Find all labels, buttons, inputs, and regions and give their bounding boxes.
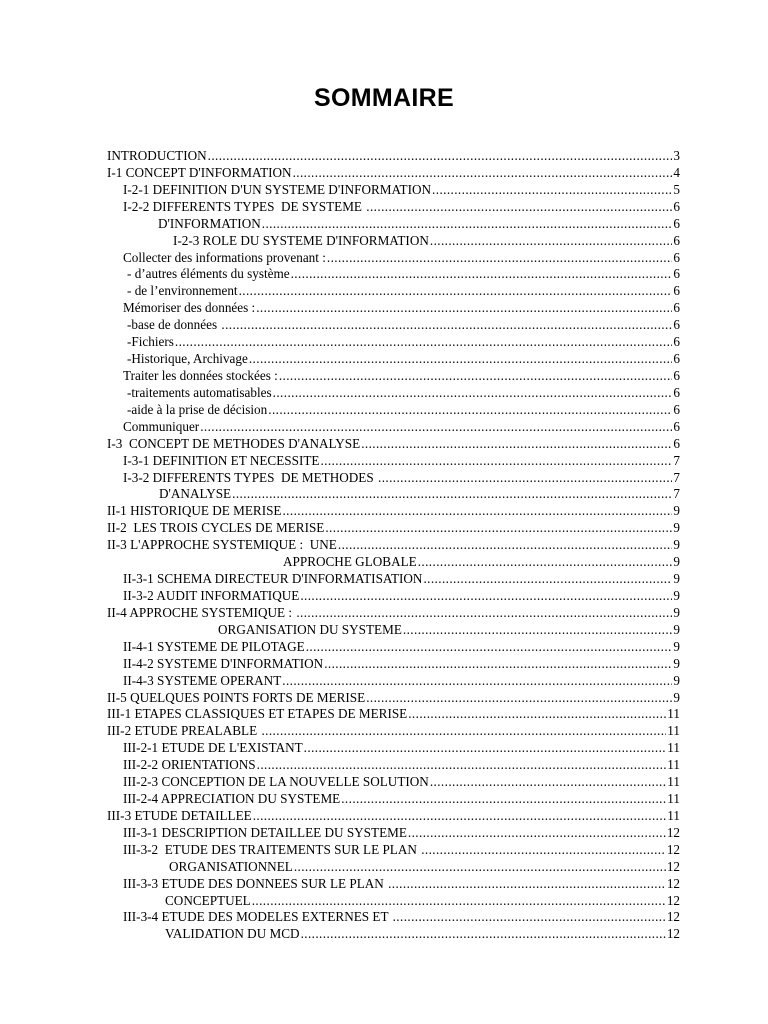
toc-entry-page-number: 9 bbox=[673, 655, 680, 671]
toc-entry-title: -aide à la prise de décision bbox=[127, 401, 268, 417]
toc-entry bbox=[107, 757, 680, 774]
toc-dot-leader bbox=[378, 470, 672, 487]
toc-entry bbox=[107, 216, 680, 233]
toc-entry-title: Communiquer bbox=[123, 418, 200, 434]
toc-entry-title: ORGANISATION DU SYSTEME bbox=[218, 621, 402, 637]
toc-entry-page-number: 6 bbox=[673, 232, 680, 248]
toc-entry-page-number: 3 bbox=[673, 148, 680, 163]
toc-entry-page-number: 12 bbox=[666, 858, 680, 874]
toc-entry-title: - d’autres éléments du système bbox=[127, 266, 290, 282]
toc-dot-leader bbox=[221, 317, 672, 334]
toc-entry-title: III-2 ETUDE PREALABLE bbox=[107, 723, 261, 739]
toc-dot-leader bbox=[304, 740, 667, 757]
toc-dot-leader bbox=[320, 453, 672, 470]
toc-entry-title: APPROCHE GLOBALE bbox=[283, 554, 417, 570]
toc-dot-leader bbox=[418, 554, 673, 571]
toc-entry bbox=[107, 250, 680, 267]
toc-entry-page-number: 11 bbox=[667, 757, 680, 773]
toc-entry bbox=[107, 926, 680, 943]
toc-entry-page-number: 6 bbox=[673, 249, 680, 265]
toc-dot-leader bbox=[366, 690, 672, 707]
toc-dot-leader bbox=[306, 639, 673, 656]
toc-entry-page-number: 11 bbox=[667, 706, 680, 722]
toc-dot-leader bbox=[361, 436, 672, 453]
toc-entry bbox=[107, 317, 680, 334]
toc-entry-page-number: 12 bbox=[666, 926, 680, 942]
toc-entry-page-number: 9 bbox=[673, 689, 680, 705]
toc-entry bbox=[107, 622, 680, 639]
toc-entry bbox=[107, 571, 680, 588]
toc-entry-page-number: 9 bbox=[673, 604, 680, 620]
toc-entry bbox=[107, 639, 680, 656]
toc-dot-leader bbox=[301, 926, 666, 943]
toc-entry-page-number: 11 bbox=[667, 723, 680, 739]
toc-entry bbox=[107, 300, 680, 317]
toc-dot-leader bbox=[408, 825, 666, 842]
toc-entry-page-number: 12 bbox=[666, 892, 680, 908]
toc-dot-leader bbox=[256, 300, 672, 317]
toc-entry-page-number: 9 bbox=[673, 571, 680, 587]
toc-entry bbox=[107, 605, 680, 622]
toc-entry-title: II-4 APPROCHE SYSTEMIQUE : bbox=[107, 604, 296, 620]
toc-entry-page-number: 6 bbox=[673, 300, 680, 316]
toc-entry-title: II-3-2 AUDIT INFORMATIQUE bbox=[123, 587, 300, 603]
page-title: SOMMAIRE bbox=[314, 84, 454, 112]
toc-entry-page-number: 12 bbox=[666, 824, 680, 840]
toc-entry-page-number: 9 bbox=[673, 554, 680, 570]
toc-entry bbox=[107, 199, 680, 216]
toc-entry-page-number: 9 bbox=[673, 587, 680, 603]
toc-entry-title: ORGANISATIONNEL bbox=[169, 858, 293, 874]
toc-entry-page-number: 6 bbox=[673, 401, 680, 417]
toc-entry bbox=[107, 453, 680, 470]
toc-entry bbox=[107, 283, 680, 300]
toc-entry bbox=[107, 368, 680, 385]
toc-entry-title: III-3-3 ETUDE DES DONNEES SUR LE PLAN bbox=[123, 875, 388, 891]
toc-entry-title: III-2-3 CONCEPTION DE LA NOUVELLE SOLUTION bbox=[123, 774, 429, 790]
toc-entry-title: -base de données bbox=[127, 317, 221, 333]
toc-entry-page-number: 6 bbox=[673, 351, 680, 367]
toc-dot-leader bbox=[291, 266, 673, 283]
toc-entry-page-number: 6 bbox=[673, 418, 680, 434]
toc-entry bbox=[107, 723, 680, 740]
toc-entry bbox=[107, 808, 680, 825]
toc-entry bbox=[107, 791, 680, 808]
toc-dot-leader bbox=[261, 723, 666, 740]
toc-entry-title: I-2-3 ROLE DU SYSTEME D'INFORMATION bbox=[173, 232, 429, 248]
toc-entry-title: III-3-4 ETUDE DES MODELES EXTERNES ET bbox=[123, 909, 392, 925]
toc-entry-title: I-3-2 DIFFERENTS TYPES DE METHODES bbox=[123, 469, 377, 485]
toc-dot-leader bbox=[253, 808, 667, 825]
toc-entry bbox=[107, 842, 680, 859]
toc-entry bbox=[107, 402, 680, 419]
toc-entry bbox=[107, 334, 680, 351]
toc-entry-title: II-2 LES TROIS CYCLES DE MERISE bbox=[107, 520, 325, 536]
toc-entry-title: II-3 L'APPROCHE SYSTEMIQUE : UNE bbox=[107, 537, 337, 553]
toc-entry bbox=[107, 893, 680, 910]
toc-entry-page-number: 4 bbox=[673, 164, 680, 180]
toc-dot-leader bbox=[282, 503, 672, 520]
toc-entry-page-number: 6 bbox=[673, 317, 680, 333]
toc-dot-leader bbox=[293, 165, 673, 182]
toc-entry-title: II-4-3 SYSTEME OPERANT bbox=[123, 672, 282, 688]
toc-entry-title: III-2-4 APPRECIATION DU SYSTEME bbox=[123, 791, 341, 807]
toc-entry-title: -Historique, Archivage bbox=[127, 351, 248, 367]
toc-entry-title: III-3 ETUDE DETAILLEE bbox=[107, 807, 252, 823]
toc-entry-title: Traiter les données stockées : bbox=[123, 367, 278, 383]
toc-dot-leader bbox=[252, 893, 666, 910]
toc-dot-leader bbox=[249, 351, 673, 368]
toc-entry-page-number: 6 bbox=[673, 266, 680, 282]
toc-dot-leader bbox=[403, 622, 673, 639]
toc-entry-page-number: 12 bbox=[666, 875, 680, 891]
toc-dot-leader bbox=[282, 673, 672, 690]
toc-dot-leader bbox=[175, 334, 673, 351]
toc-dot-leader bbox=[239, 283, 673, 300]
toc-dot-leader bbox=[325, 520, 672, 537]
toc-entry-page-number: 9 bbox=[673, 672, 680, 688]
toc-dot-leader bbox=[262, 216, 673, 233]
toc-entry-page-number: 12 bbox=[666, 909, 680, 925]
toc-entry-page-number: 6 bbox=[673, 198, 680, 214]
toc-entry bbox=[107, 351, 680, 368]
toc-dot-leader bbox=[232, 486, 672, 503]
toc-entry bbox=[107, 588, 680, 605]
toc-entry-title: D'INFORMATION bbox=[158, 215, 261, 231]
toc-entry bbox=[107, 182, 680, 199]
toc-entry-page-number: 9 bbox=[673, 520, 680, 536]
toc-entry bbox=[107, 233, 680, 250]
toc-entry-title: III-2-1 ETUDE DE L'EXISTANT bbox=[123, 740, 303, 756]
toc-entry-title: III-1 ETAPES CLASSIQUES ET ETAPES DE MERISE bbox=[107, 706, 408, 722]
toc-entry-page-number: 11 bbox=[667, 791, 680, 807]
toc-entry bbox=[107, 859, 680, 876]
toc-entry-page-number: 7 bbox=[673, 486, 680, 502]
toc-entry-page-number: 6 bbox=[673, 215, 680, 231]
toc-entry bbox=[107, 706, 680, 723]
toc-entry bbox=[107, 690, 680, 707]
toc-dot-leader bbox=[294, 859, 666, 876]
toc-entry-page-number: 12 bbox=[666, 841, 680, 857]
toc-entry bbox=[107, 486, 680, 503]
toc-entry-page-number: 9 bbox=[673, 537, 680, 553]
toc-entry-title: I-3-1 DEFINITION ET NECESSITE bbox=[123, 452, 320, 468]
toc-entry bbox=[107, 165, 680, 182]
toc-entry-title: III-3-1 DESCRIPTION DETAILLEE DU SYSTEME bbox=[123, 824, 407, 840]
toc-entry-title: CONCEPTUEL bbox=[165, 892, 251, 908]
toc-entry-title: II-4-1 SYSTEME DE PILOTAGE bbox=[123, 638, 305, 654]
toc-entry-title: I-3 CONCEPT DE METHODES D'ANALYSE bbox=[107, 435, 361, 451]
toc-entry bbox=[107, 774, 680, 791]
toc-dot-leader bbox=[296, 605, 672, 622]
toc-dot-leader bbox=[200, 419, 672, 436]
toc-dot-leader bbox=[408, 706, 666, 723]
toc-entry-title: I-2-2 DIFFERENTS TYPES DE SYSTEME bbox=[123, 198, 366, 214]
toc-dot-leader bbox=[257, 757, 667, 774]
toc-entry-title: Collecter des informations provenant : bbox=[123, 249, 326, 265]
toc-entry-title: Mémoriser des données : bbox=[123, 300, 256, 316]
toc-entry-page-number: 9 bbox=[673, 503, 680, 519]
toc-entry-title: INTRODUCTION bbox=[107, 148, 207, 163]
toc-entry-page-number: 5 bbox=[673, 181, 680, 197]
toc-entry bbox=[107, 436, 680, 453]
toc-dot-leader bbox=[430, 233, 673, 250]
toc-dot-leader bbox=[423, 571, 672, 588]
toc-entry-page-number: 11 bbox=[667, 774, 680, 790]
table-of-contents bbox=[107, 148, 680, 943]
toc-entry-page-number: 6 bbox=[673, 435, 680, 451]
toc-entry bbox=[107, 503, 680, 520]
toc-dot-leader bbox=[279, 368, 673, 385]
toc-entry-page-number: 7 bbox=[673, 469, 680, 485]
toc-entry-page-number: 6 bbox=[673, 283, 680, 299]
toc-entry-title: III-2-2 ORIENTATIONS bbox=[123, 757, 256, 773]
toc-dot-leader bbox=[268, 402, 672, 419]
toc-dot-leader bbox=[430, 774, 666, 791]
toc-entry-page-number: 11 bbox=[667, 740, 680, 756]
toc-entry bbox=[107, 554, 680, 571]
toc-entry-title: II-1 HISTORIQUE DE MERISE bbox=[107, 503, 282, 519]
toc-entry bbox=[107, 470, 680, 487]
toc-entry bbox=[107, 825, 680, 842]
toc-entry-title: II-3-1 SCHEMA DIRECTEUR D'INFORMATISATION bbox=[123, 571, 423, 587]
toc-entry-title: -Fichiers bbox=[127, 334, 174, 350]
toc-entry bbox=[107, 520, 680, 537]
toc-entry-title: - de l’environnement bbox=[127, 283, 238, 299]
toc-entry-title: II-5 QUELQUES POINTS FORTS DE MERISE bbox=[107, 689, 366, 705]
toc-dot-leader bbox=[208, 148, 673, 165]
toc-entry bbox=[107, 656, 680, 673]
toc-entry-title: II-4-2 SYSTEME D'INFORMATION bbox=[123, 655, 324, 671]
toc-entry bbox=[107, 148, 680, 165]
toc-entry bbox=[107, 266, 680, 283]
toc-entry-page-number: 9 bbox=[673, 621, 680, 637]
toc-dot-leader bbox=[324, 656, 672, 673]
toc-entry-page-number: 6 bbox=[673, 384, 680, 400]
toc-dot-leader bbox=[327, 250, 673, 267]
toc-dot-leader bbox=[338, 537, 673, 554]
toc-entry bbox=[107, 673, 680, 690]
toc-entry-title: -traitements automatisables bbox=[127, 384, 272, 400]
toc-entry bbox=[107, 909, 680, 926]
toc-entry-title: I-2-1 DEFINITION D'UN SYSTEME D'INFORMATION bbox=[123, 181, 432, 197]
toc-entry-title: I-1 CONCEPT D'INFORMATION bbox=[107, 164, 292, 180]
toc-entry-title: D'ANALYSE bbox=[159, 486, 232, 502]
toc-entry-page-number: 6 bbox=[673, 334, 680, 350]
toc-dot-leader bbox=[366, 199, 672, 216]
toc-dot-leader bbox=[421, 842, 666, 859]
toc-entry-title: VALIDATION DU MCD bbox=[165, 926, 300, 942]
toc-entry-page-number: 11 bbox=[667, 807, 680, 823]
toc-dot-leader bbox=[393, 909, 666, 926]
toc-entry-page-number: 9 bbox=[673, 638, 680, 654]
toc-entry-page-number: 7 bbox=[673, 452, 680, 468]
toc-entry bbox=[107, 419, 680, 436]
toc-dot-leader bbox=[273, 385, 673, 402]
toc-entry bbox=[107, 537, 680, 554]
toc-dot-leader bbox=[300, 588, 672, 605]
toc-dot-leader bbox=[388, 876, 666, 893]
toc-entry bbox=[107, 385, 680, 402]
toc-dot-leader bbox=[341, 791, 666, 808]
toc-entry bbox=[107, 876, 680, 893]
toc-entry-title: III-3-2 ETUDE DES TRAITEMENTS SUR LE PLAN bbox=[123, 841, 421, 857]
toc-entry-page-number: 6 bbox=[673, 367, 680, 383]
toc-entry bbox=[107, 740, 680, 757]
toc-dot-leader bbox=[432, 182, 672, 199]
